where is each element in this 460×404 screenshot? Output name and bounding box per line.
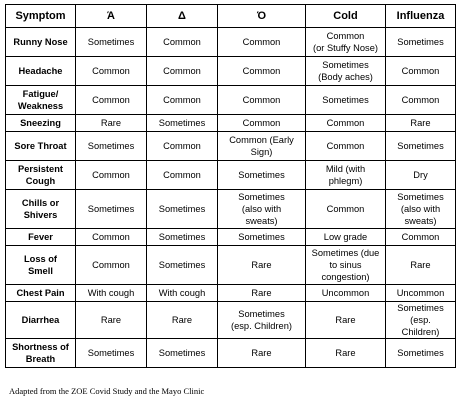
- table-cell: Sometimes (also with sweats): [386, 190, 456, 229]
- table-cell: Sometimes: [76, 339, 147, 368]
- table-cell: Common: [386, 229, 456, 246]
- table-cell: Rare: [386, 246, 456, 285]
- table-cell: Low grade: [306, 229, 386, 246]
- table-cell: Common: [218, 57, 306, 86]
- table-cell: Common: [306, 115, 386, 132]
- header-cold: Cold: [306, 5, 386, 28]
- table-body: [6, 28, 456, 368]
- header-delta: Δ: [147, 5, 218, 28]
- table-cell: Common: [218, 115, 306, 132]
- table-cell: Mild (with phlegm): [306, 161, 386, 190]
- table-cell: Common: [76, 246, 147, 285]
- table-cell: Sometimes (esp. Children): [218, 302, 306, 339]
- table-row: [6, 57, 456, 86]
- symptom-name-cell: Runny Nose: [6, 28, 76, 57]
- table-cell: Common: [147, 57, 218, 86]
- table-cell: Common: [76, 161, 147, 190]
- table-cell: Rare: [76, 302, 147, 339]
- table-cell: Uncommon: [306, 285, 386, 302]
- symptom-name-cell: Diarrhea: [6, 302, 76, 339]
- table-row: [6, 190, 456, 229]
- table-row: [6, 229, 456, 246]
- table-cell: Sometimes: [147, 246, 218, 285]
- table-cell: Common: [306, 132, 386, 161]
- table-cell: With cough: [147, 285, 218, 302]
- table-cell: Common (or Stuffy Nose): [306, 28, 386, 57]
- table-cell: Sometimes (esp. Children): [386, 302, 456, 339]
- symptom-name-cell: Fever: [6, 229, 76, 246]
- table-cell: Common: [147, 28, 218, 57]
- table-cell: Sometimes: [147, 339, 218, 368]
- table-header-row: [6, 5, 456, 28]
- table-cell: Sometimes (due to sinus congestion): [306, 246, 386, 285]
- table-cell: Sometimes: [386, 28, 456, 57]
- table-cell: Common: [76, 229, 147, 246]
- table-cell: Rare: [218, 339, 306, 368]
- table-cell: Sometimes: [218, 229, 306, 246]
- table-cell: Sometimes: [147, 190, 218, 229]
- table-cell: Sometimes: [386, 132, 456, 161]
- table-cell: Rare: [306, 302, 386, 339]
- table-cell: Rare: [76, 115, 147, 132]
- symptom-name-cell: Loss of Smell: [6, 246, 76, 285]
- table-cell: Sometimes: [147, 229, 218, 246]
- table-cell: With cough: [76, 285, 147, 302]
- table-row: [6, 161, 456, 190]
- table-cell: Common: [76, 57, 147, 86]
- table-cell: Common: [386, 57, 456, 86]
- table-cell: Uncommon: [386, 285, 456, 302]
- table-cell: Sometimes: [76, 190, 147, 229]
- table-cell: Dry: [386, 161, 456, 190]
- symptom-comparison-table-container: [5, 4, 455, 368]
- table-cell: Rare: [147, 302, 218, 339]
- table-cell: Common: [147, 161, 218, 190]
- table-cell: Common: [147, 86, 218, 115]
- table-cell: Sometimes (also with sweats): [218, 190, 306, 229]
- table-cell: Common (Early Sign): [218, 132, 306, 161]
- table-row: [6, 132, 456, 161]
- table-row: [6, 28, 456, 57]
- table-row: [6, 86, 456, 115]
- symptom-comparison-table: [5, 4, 456, 368]
- table-cell: Sometimes: [76, 132, 147, 161]
- table-cell: Rare: [386, 115, 456, 132]
- header-alpha: Ά: [76, 5, 147, 28]
- header-symptom: Symptom: [6, 5, 76, 28]
- symptom-name-cell: Chest Pain: [6, 285, 76, 302]
- table-cell: Sometimes: [147, 115, 218, 132]
- table-cell: Sometimes: [76, 28, 147, 57]
- table-row: [6, 302, 456, 339]
- symptom-name-cell: Shortness of Breath: [6, 339, 76, 368]
- table-cell: Common: [76, 86, 147, 115]
- table-row: [6, 115, 456, 132]
- table-cell: Common: [218, 86, 306, 115]
- table-row: [6, 246, 456, 285]
- header-omicron: Ό: [218, 5, 306, 28]
- table-cell: Sometimes: [386, 339, 456, 368]
- table-row: [6, 339, 456, 368]
- symptom-name-cell: Chills or Shivers: [6, 190, 76, 229]
- symptom-name-cell: Persistent Cough: [6, 161, 76, 190]
- symptom-name-cell: Fatigue/ Weakness: [6, 86, 76, 115]
- table-cell: Sometimes: [306, 86, 386, 115]
- table-cell: Rare: [218, 285, 306, 302]
- symptom-name-cell: Sneezing: [6, 115, 76, 132]
- table-cell: Common: [306, 190, 386, 229]
- table-cell: Common: [386, 86, 456, 115]
- table-cell: Rare: [218, 246, 306, 285]
- symptom-name-cell: Sore Throat: [6, 132, 76, 161]
- symptom-name-cell: Headache: [6, 57, 76, 86]
- table-cell: Rare: [306, 339, 386, 368]
- table-row: [6, 285, 456, 302]
- source-caption: Adapted from the ZOE Covid Study and the Mayo Clinic: [9, 386, 205, 396]
- table-cell: Common: [147, 132, 218, 161]
- header-influenza: Influenza: [386, 5, 456, 28]
- table-cell: Sometimes: [218, 161, 306, 190]
- table-cell: Common: [218, 28, 306, 57]
- table-cell: Sometimes (Body aches): [306, 57, 386, 86]
